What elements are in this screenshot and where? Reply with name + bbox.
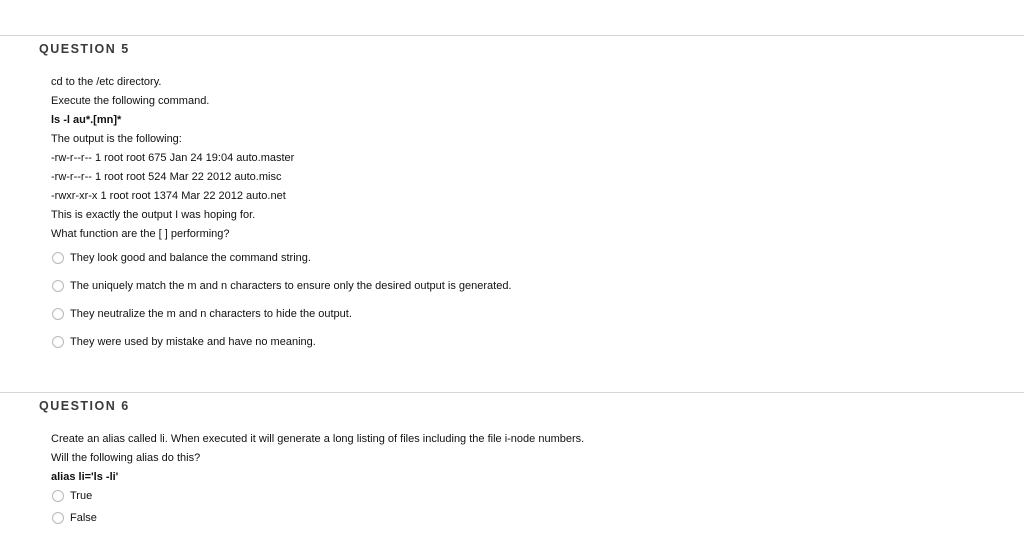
output-line: -rwxr-xr-x 1 root root 1374 Mar 22 2012 auto.net — [51, 190, 286, 202]
command-text: ls -l au*.[mn]* — [51, 114, 122, 126]
question-text-line: The output is the following: — [51, 133, 182, 145]
answer-option-label: False — [70, 512, 97, 524]
command-text: alias li='ls -li' — [51, 471, 119, 483]
answer-option[interactable] — [52, 250, 311, 266]
answer-option[interactable] — [52, 278, 512, 294]
answer-option-label: They neutralize the m and n characters to hide the output. — [70, 308, 352, 320]
radio-button[interactable] — [52, 252, 64, 264]
radio-button[interactable] — [52, 308, 64, 320]
answer-option-false[interactable] — [52, 510, 97, 526]
answer-option-label: They look good and balance the command string. — [70, 252, 311, 264]
question-text-line: What function are the [ ] performing? — [51, 228, 230, 240]
question-6 — [0, 392, 1024, 533]
answer-option-label: True — [70, 490, 93, 502]
question-text-line: Will the following alias do this? — [51, 452, 201, 464]
question-header: QUESTION 6 — [39, 399, 130, 413]
radio-button[interactable] — [52, 512, 64, 524]
answer-option-true[interactable] — [52, 488, 92, 504]
question-text-line: This is exactly the output I was hoping for. — [51, 209, 256, 221]
answer-option[interactable] — [52, 306, 352, 322]
question-text-line: Create an alias called li. When executed it will generate a long listing of files including the file i-node numbers. — [51, 433, 585, 445]
question-text-line: Execute the following command. — [51, 95, 210, 107]
answer-option-label: The uniquely match the m and n characters to ensure only the desired output is generated. — [70, 280, 512, 292]
output-line: -rw-r--r-- 1 root root 524 Mar 22 2012 auto.misc — [51, 171, 282, 183]
radio-button[interactable] — [52, 280, 64, 292]
answer-option[interactable] — [52, 334, 316, 350]
radio-button[interactable] — [52, 336, 64, 348]
radio-button[interactable] — [52, 490, 64, 502]
answer-option-label: They were used by mistake and have no meaning. — [70, 336, 316, 348]
question-divider — [0, 35, 1024, 36]
question-header: QUESTION 5 — [39, 42, 130, 56]
question-divider — [0, 392, 1024, 393]
output-line: -rw-r--r-- 1 root root 675 Jan 24 19:04 auto.master — [51, 152, 295, 164]
question-text-line: cd to the /etc directory. — [51, 76, 162, 88]
